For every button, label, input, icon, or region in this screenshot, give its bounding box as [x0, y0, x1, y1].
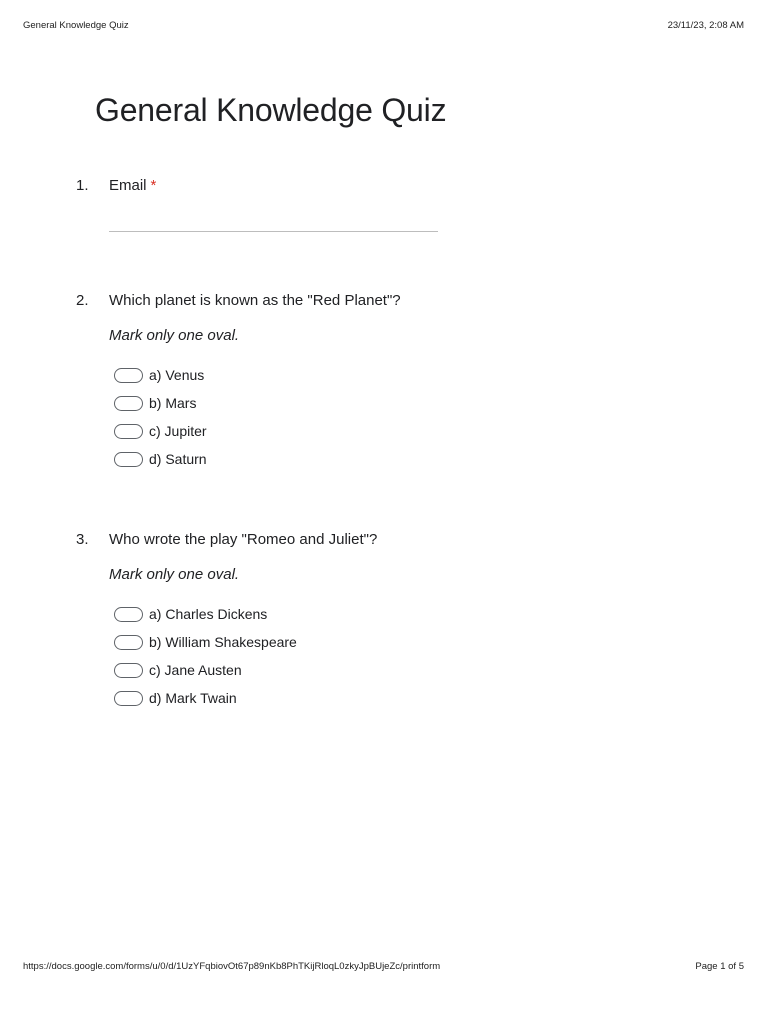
question-instruction: Mark only one oval.	[109, 566, 240, 583]
radio-oval[interactable]	[114, 607, 143, 622]
radio-oval[interactable]	[114, 663, 143, 678]
print-header-title: General Knowledge Quiz	[23, 20, 129, 31]
email-answer-line[interactable]	[109, 231, 438, 232]
radio-oval[interactable]	[114, 424, 143, 439]
print-footer-url: https://docs.google.com/forms/u/0/d/1UzYFqbiovOt67p89nKb8PhTKijRloqL0zkyJpBUjeZc/printform	[23, 961, 441, 972]
option-charles-dickens[interactable]	[114, 605, 267, 623]
required-mark: *	[150, 177, 157, 194]
option-mars[interactable]	[114, 394, 196, 412]
option-label: b) William Shakespeare	[149, 634, 297, 650]
radio-oval[interactable]	[114, 635, 143, 650]
question-instruction: Mark only one oval.	[109, 327, 240, 344]
option-william-shakespeare[interactable]	[114, 633, 297, 651]
option-label: c) Jane Austen	[149, 662, 242, 678]
question-text	[109, 177, 156, 194]
option-jupiter[interactable]	[114, 422, 207, 440]
option-label: c) Jupiter	[149, 423, 207, 439]
option-venus[interactable]	[114, 366, 204, 384]
question-text: Who wrote the play "Romeo and Juliet"?	[109, 531, 378, 548]
option-label: d) Saturn	[149, 451, 207, 467]
radio-oval[interactable]	[114, 396, 143, 411]
question-label: Email	[109, 177, 147, 194]
option-label: a) Venus	[149, 367, 205, 383]
option-jane-austen[interactable]	[114, 661, 242, 679]
option-label: d) Mark Twain	[149, 690, 237, 706]
radio-oval[interactable]	[114, 452, 143, 467]
question-number: 3.	[76, 531, 89, 548]
print-footer-page: Page 1 of 5	[695, 961, 744, 972]
option-label: a) Charles Dickens	[149, 606, 268, 622]
option-mark-twain[interactable]	[114, 689, 237, 707]
option-saturn[interactable]	[114, 450, 207, 468]
print-header-datetime: 23/11/23, 2:08 AM	[667, 20, 744, 31]
option-label: b) Mars	[149, 395, 197, 411]
question-number: 1.	[76, 177, 89, 194]
radio-oval[interactable]	[114, 368, 143, 383]
question-number: 2.	[76, 292, 89, 309]
form-title: General Knowledge Quiz	[95, 92, 447, 128]
question-text: Which planet is known as the "Red Planet"?	[109, 292, 401, 309]
radio-oval[interactable]	[114, 691, 143, 706]
